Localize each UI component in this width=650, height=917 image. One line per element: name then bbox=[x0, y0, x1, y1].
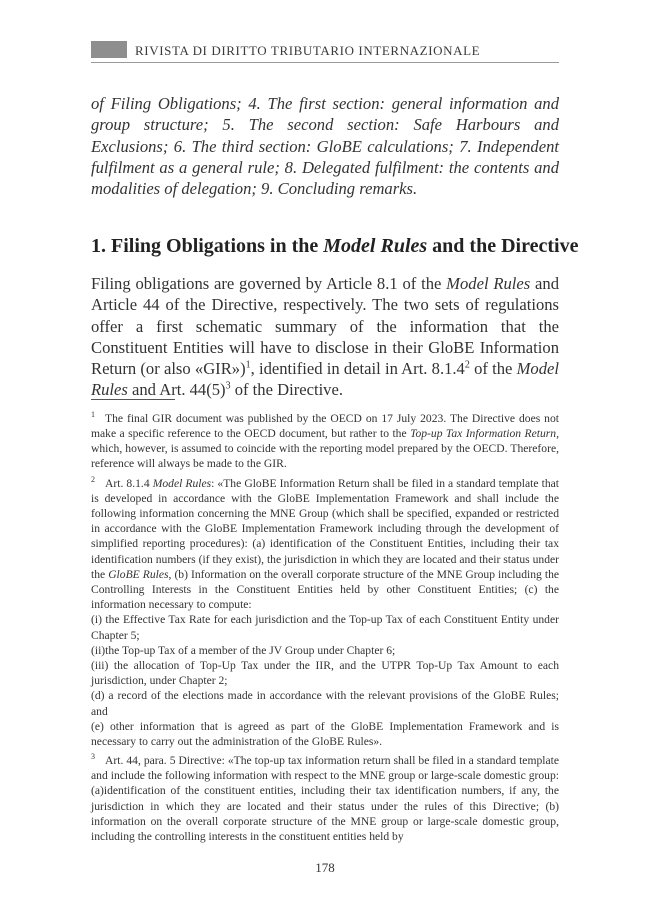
body-text: of the Directive. bbox=[230, 380, 343, 400]
footnote-ref-1[interactable]: 1 bbox=[245, 359, 251, 371]
footnote-text: : «The GloBE Information Return shall be filed in a standard template that is developed in accordance with the GloBE Implementation Framework and shall include the following information concerning the MNE Group (which shall be specified, expanded or restricted in accordance with the GloBE Implementation Framework including through the development of simplified reporting procedures): (a) identification of the Constituent Entities, including their tax identification numbers (if they exist), the jurisdiction in which they are located and their status under the bbox=[91, 476, 559, 581]
body-text: , identified in detail in Art. 8.1.4 bbox=[250, 359, 465, 379]
header-marker-block bbox=[91, 41, 127, 58]
body-italic: Model Rules bbox=[446, 274, 531, 293]
footnote-2-item-ii: (ii)the Top-up Tax of a member of the JV Group under Chapter 6; bbox=[91, 643, 396, 657]
section-title-italic: Model Rules bbox=[323, 235, 428, 257]
body-paragraph bbox=[91, 273, 559, 401]
footnote-2-item-iii: (iii) the allocation of Top-Up Tax under the IIR, and the UTPR Top-Up Tax Amount to each jurisdiction, under Chapter 2; bbox=[91, 658, 559, 688]
footnote-number: 3 bbox=[91, 752, 95, 762]
footnote-2-item-d: (d) a record of the elections made in accordance with the relevant provisions of the GloBE Rules; and bbox=[91, 689, 559, 718]
footnote-ref-2[interactable]: 2 bbox=[464, 359, 470, 371]
footnote-1 bbox=[91, 407, 559, 472]
footnote-text: which, however, is assumed to coincide with the reporting model prepared by the OECD. Therefore, reference will always be made to the GIR. bbox=[91, 442, 559, 471]
footnote-3 bbox=[91, 749, 559, 844]
footnote-italic: Model Rules bbox=[152, 476, 212, 490]
running-header bbox=[91, 38, 559, 63]
body-text: and Art. 44(5) bbox=[127, 380, 226, 400]
footnote-text: , (b) Information on the overall corporate structure of the MNE Group including the Controlling Interests in the Constituent Entities held by other Constituent Entities; (c) the information necessary to compute: bbox=[91, 567, 560, 612]
footnote-ref-3[interactable]: 3 bbox=[225, 380, 231, 392]
section-title-prefix: 1. Filing Obligations in the bbox=[91, 235, 324, 257]
contents-summary: of Filing Obligations; 4. The first section: general information and group structure; 5. The second section: Safe Harbours and Exclusions; 6. The third section: GloBE calculations; 7. Independent fulfilment as a general rule; 8. Delegated fulfilment: the contents and modalities of delegation; 9. Concluding remarks. bbox=[91, 94, 559, 199]
footnote-2-item-e: (e) other information that is agreed as part of the GloBE Implementation Framework and is necessary to carry out the administration of the GloBE Rules». bbox=[91, 719, 559, 748]
page-number: 178 bbox=[315, 860, 335, 875]
footnote-italic: GloBE Rules bbox=[108, 567, 169, 581]
footnotes bbox=[91, 407, 559, 844]
section-heading bbox=[91, 235, 578, 258]
footnote-number: 2 bbox=[91, 474, 95, 484]
section-title-suffix: and the Directive bbox=[427, 235, 579, 257]
footnote-2 bbox=[91, 472, 559, 613]
body-italic: Model Rules bbox=[91, 359, 560, 400]
journal-title: RIVISTA DI DIRITTO TRIBUTARIO INTERNAZIONALE bbox=[135, 43, 481, 58]
footnote-italic: Top-up Tax Information Return, bbox=[410, 427, 559, 441]
footnote-text: Art. 8.1.4 bbox=[105, 476, 153, 490]
body-text: Filing obligations are governed by Article 8.1 of the bbox=[91, 274, 447, 293]
footnote-divider bbox=[91, 399, 175, 400]
footnote-text: Art. 44, para. 5 Directive: «The top-up tax information return shall be filed in a standard template and include the following information with respect to the MNE group or large-scale domestic group: (a)identification of the constituent entities, including their tax identification numbers, if any, the jurisdiction in which they are located and their status under the rules of this Directive; (b) information on the overall corporate structure of the MNE group or large-scale domestic group, including the controlling interests in the constituent entities held by bbox=[91, 754, 559, 844]
page-content bbox=[91, 93, 579, 844]
footnote-text: The final GIR document was published by the OECD on 17 July 2023. The Directive does not make a specific reference to the OECD document, but rather to the bbox=[91, 411, 559, 441]
footnote-number: 1 bbox=[91, 410, 95, 419]
body-text: of the bbox=[469, 359, 517, 379]
body-text: and Article 44 of the Directive, respectively. The two sets of regulations offer a first schematic summary of the information that the Constituent Entities will have to disclose in their GloBE Information Return (or also «GIR») bbox=[91, 274, 559, 379]
footnote-2-item-i: (i) the Effective Tax Rate for each jurisdiction and the Top-up Tax of each Constituent Entity under Chapter 5; bbox=[91, 613, 559, 642]
